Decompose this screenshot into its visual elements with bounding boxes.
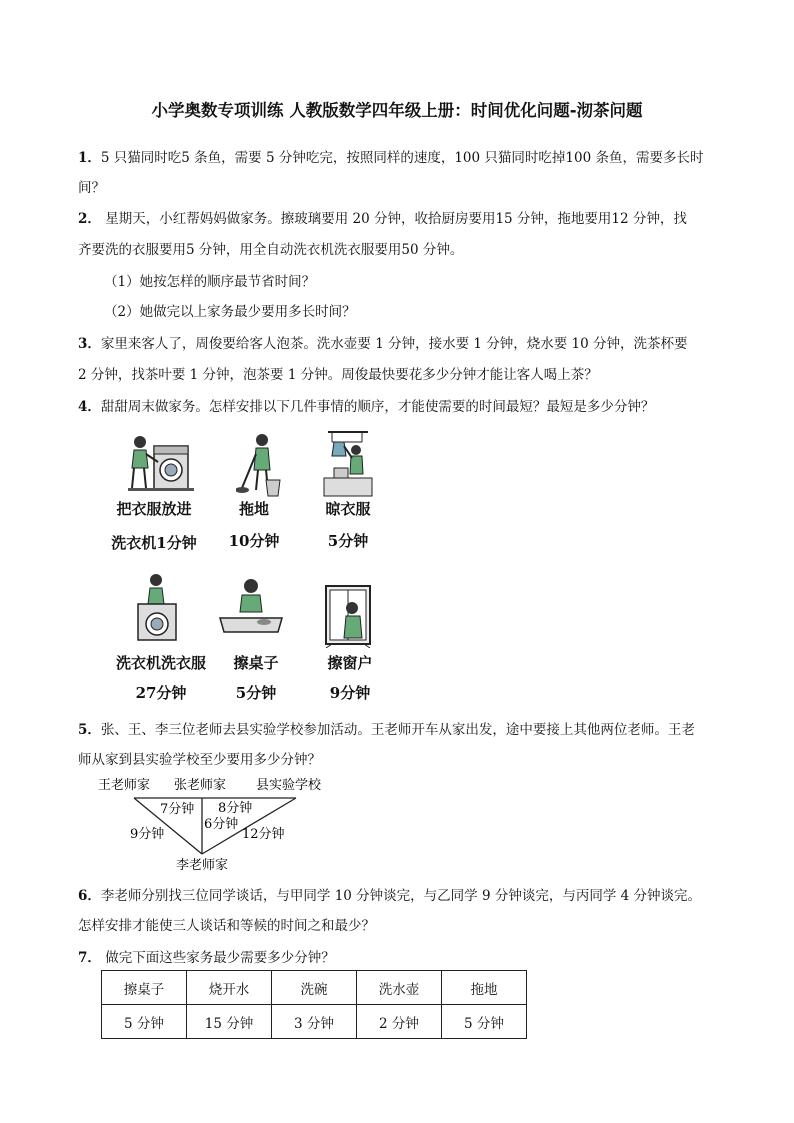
task-name: 拖地 bbox=[238, 500, 269, 518]
table-cell: 3 分钟 bbox=[272, 1005, 357, 1039]
task-name: 擦桌子 bbox=[233, 654, 279, 672]
task-name: 擦窗户 bbox=[327, 654, 373, 672]
page-title: 小学奥数专项训练 人教版数学四年级上册：时间优化问题-沏茶问题 bbox=[151, 101, 643, 120]
question-2-sub-2: （2）她做完以上家务最少要用多长时间？ bbox=[104, 304, 356, 320]
table-header-cell: 擦桌子 bbox=[102, 971, 187, 1005]
question-2-line-2: 齐要洗的衣服要用5 分钟，用全自动洗衣机洗衣服要用50 分钟。 bbox=[78, 242, 464, 258]
task-name: 把衣服放进 bbox=[116, 500, 192, 518]
table-cell: 5 分钟 bbox=[102, 1005, 187, 1039]
table-header-cell: 拖地 bbox=[442, 971, 527, 1005]
question-text: 甜甜周末做家务。怎样安排以下几件事情的顺序，才能使需要的时间最短？最短是多少分钟？ bbox=[100, 399, 655, 415]
node-wang-home: 王老师家 bbox=[98, 778, 151, 793]
task-time: 10分钟 bbox=[228, 532, 280, 550]
question-6-line-1 bbox=[78, 884, 701, 904]
question-1-line-1 bbox=[78, 146, 703, 166]
question-4-line-1 bbox=[78, 395, 654, 415]
table-row bbox=[102, 1005, 527, 1039]
question-number: 4． bbox=[78, 399, 101, 415]
question-5-line-2: 师从家到县实验学校至少要用多少分钟？ bbox=[78, 752, 321, 768]
question-text: 做完下面这些家务最少需要多少分钟？ bbox=[100, 950, 335, 966]
girl-wiping-table-icon bbox=[218, 578, 284, 640]
table-cell: 15 分钟 bbox=[187, 1005, 272, 1039]
question-2-sub-1: （1）她按怎样的顺序最节省时间？ bbox=[104, 274, 316, 290]
question-number: 6． bbox=[78, 888, 101, 904]
question-number: 2． bbox=[78, 211, 101, 227]
question-number: 7． bbox=[78, 950, 101, 966]
edge-label-li-school: 12分钟 bbox=[242, 827, 285, 842]
node-li-home: 李老师家 bbox=[176, 858, 229, 873]
task-time: 5分钟 bbox=[235, 684, 277, 702]
table-header-cell: 洗水壶 bbox=[357, 971, 442, 1005]
node-zhang-home: 张老师家 bbox=[174, 778, 227, 793]
girl-mopping-icon bbox=[236, 432, 284, 498]
girl-loading-washer-icon bbox=[128, 432, 194, 494]
question-number: 3． bbox=[78, 336, 101, 352]
table-cell: 5 分钟 bbox=[442, 1005, 527, 1039]
girl-cleaning-window-icon bbox=[322, 582, 374, 648]
edge-label-zhang-li: 6分钟 bbox=[204, 817, 239, 832]
question-text: 5 只猫同时吃5 条鱼，需要 5 分钟吃完，按照同样的速度，100 只猫同时吃掉100 条鱼，需要多长时 bbox=[100, 150, 704, 166]
task-name-time bbox=[98, 532, 210, 553]
girl-hanging-clothes-icon bbox=[322, 428, 374, 498]
question-5-line-1 bbox=[78, 718, 695, 738]
question-6-line-2: 怎样安排才能使三人谈话和等候的时间之和最少？ bbox=[78, 918, 375, 934]
edge-label-zhang-school: 8分钟 bbox=[218, 801, 253, 816]
question-2-line-1 bbox=[78, 207, 687, 227]
table-cell: 2 分钟 bbox=[357, 1005, 442, 1039]
table-header-cell: 洗碗 bbox=[272, 971, 357, 1005]
task-time: 9分钟 bbox=[329, 684, 371, 702]
question-text: 星期天，小红帮妈妈做家务。擦玻璃要用 20 分钟，收拾厨房要用15 分钟，拖地要用12 分钟，找 bbox=[100, 211, 687, 227]
route-diagram bbox=[92, 772, 342, 874]
task-name: 洗衣机洗衣服 bbox=[115, 654, 206, 672]
task-time: 1分钟 bbox=[156, 534, 197, 552]
node-school: 县实验学校 bbox=[256, 778, 322, 793]
task-name-2: 洗衣机 bbox=[111, 534, 157, 552]
edge-label-wang-zhang: 7分钟 bbox=[160, 802, 195, 817]
task-time: 27分钟 bbox=[135, 684, 187, 702]
question-1-line-2: 间？ bbox=[78, 180, 105, 196]
edge-label-wang-li: 9分钟 bbox=[130, 827, 165, 842]
question-text: 李老师分别找三位同学谈话，与甲同学 10 分钟谈完，与乙同学 9 分钟谈完，与丙同学 4 分钟谈完。 bbox=[100, 888, 702, 904]
question-number: 5． bbox=[78, 722, 101, 738]
question-text: 张、王、李三位老师去县实验学校参加活动。王老师开车从家出发，途中要接上其他两位老师。王老 bbox=[100, 722, 695, 738]
task-name: 晾衣服 bbox=[325, 500, 371, 518]
washing-machine-icon bbox=[132, 572, 182, 642]
chores-table bbox=[101, 970, 527, 1039]
table-row bbox=[102, 971, 527, 1005]
question-3-line-1 bbox=[78, 332, 688, 352]
question-text: 家里来客人了，周俊要给客人泡茶。洗水壶要 1 分钟，接水要 1 分钟，烧水要 10 分钟，洗茶杯要 bbox=[100, 336, 688, 352]
task-time: 5分钟 bbox=[327, 532, 369, 550]
question-3-line-2: 2 分钟，找茶叶要 1 分钟，泡茶要 1 分钟。周俊最快要花多少分钟才能让客人喝上茶？ bbox=[78, 367, 598, 383]
question-number: 1． bbox=[78, 150, 101, 166]
table-header-cell: 烧开水 bbox=[187, 971, 272, 1005]
question-7-line-1 bbox=[78, 946, 335, 966]
